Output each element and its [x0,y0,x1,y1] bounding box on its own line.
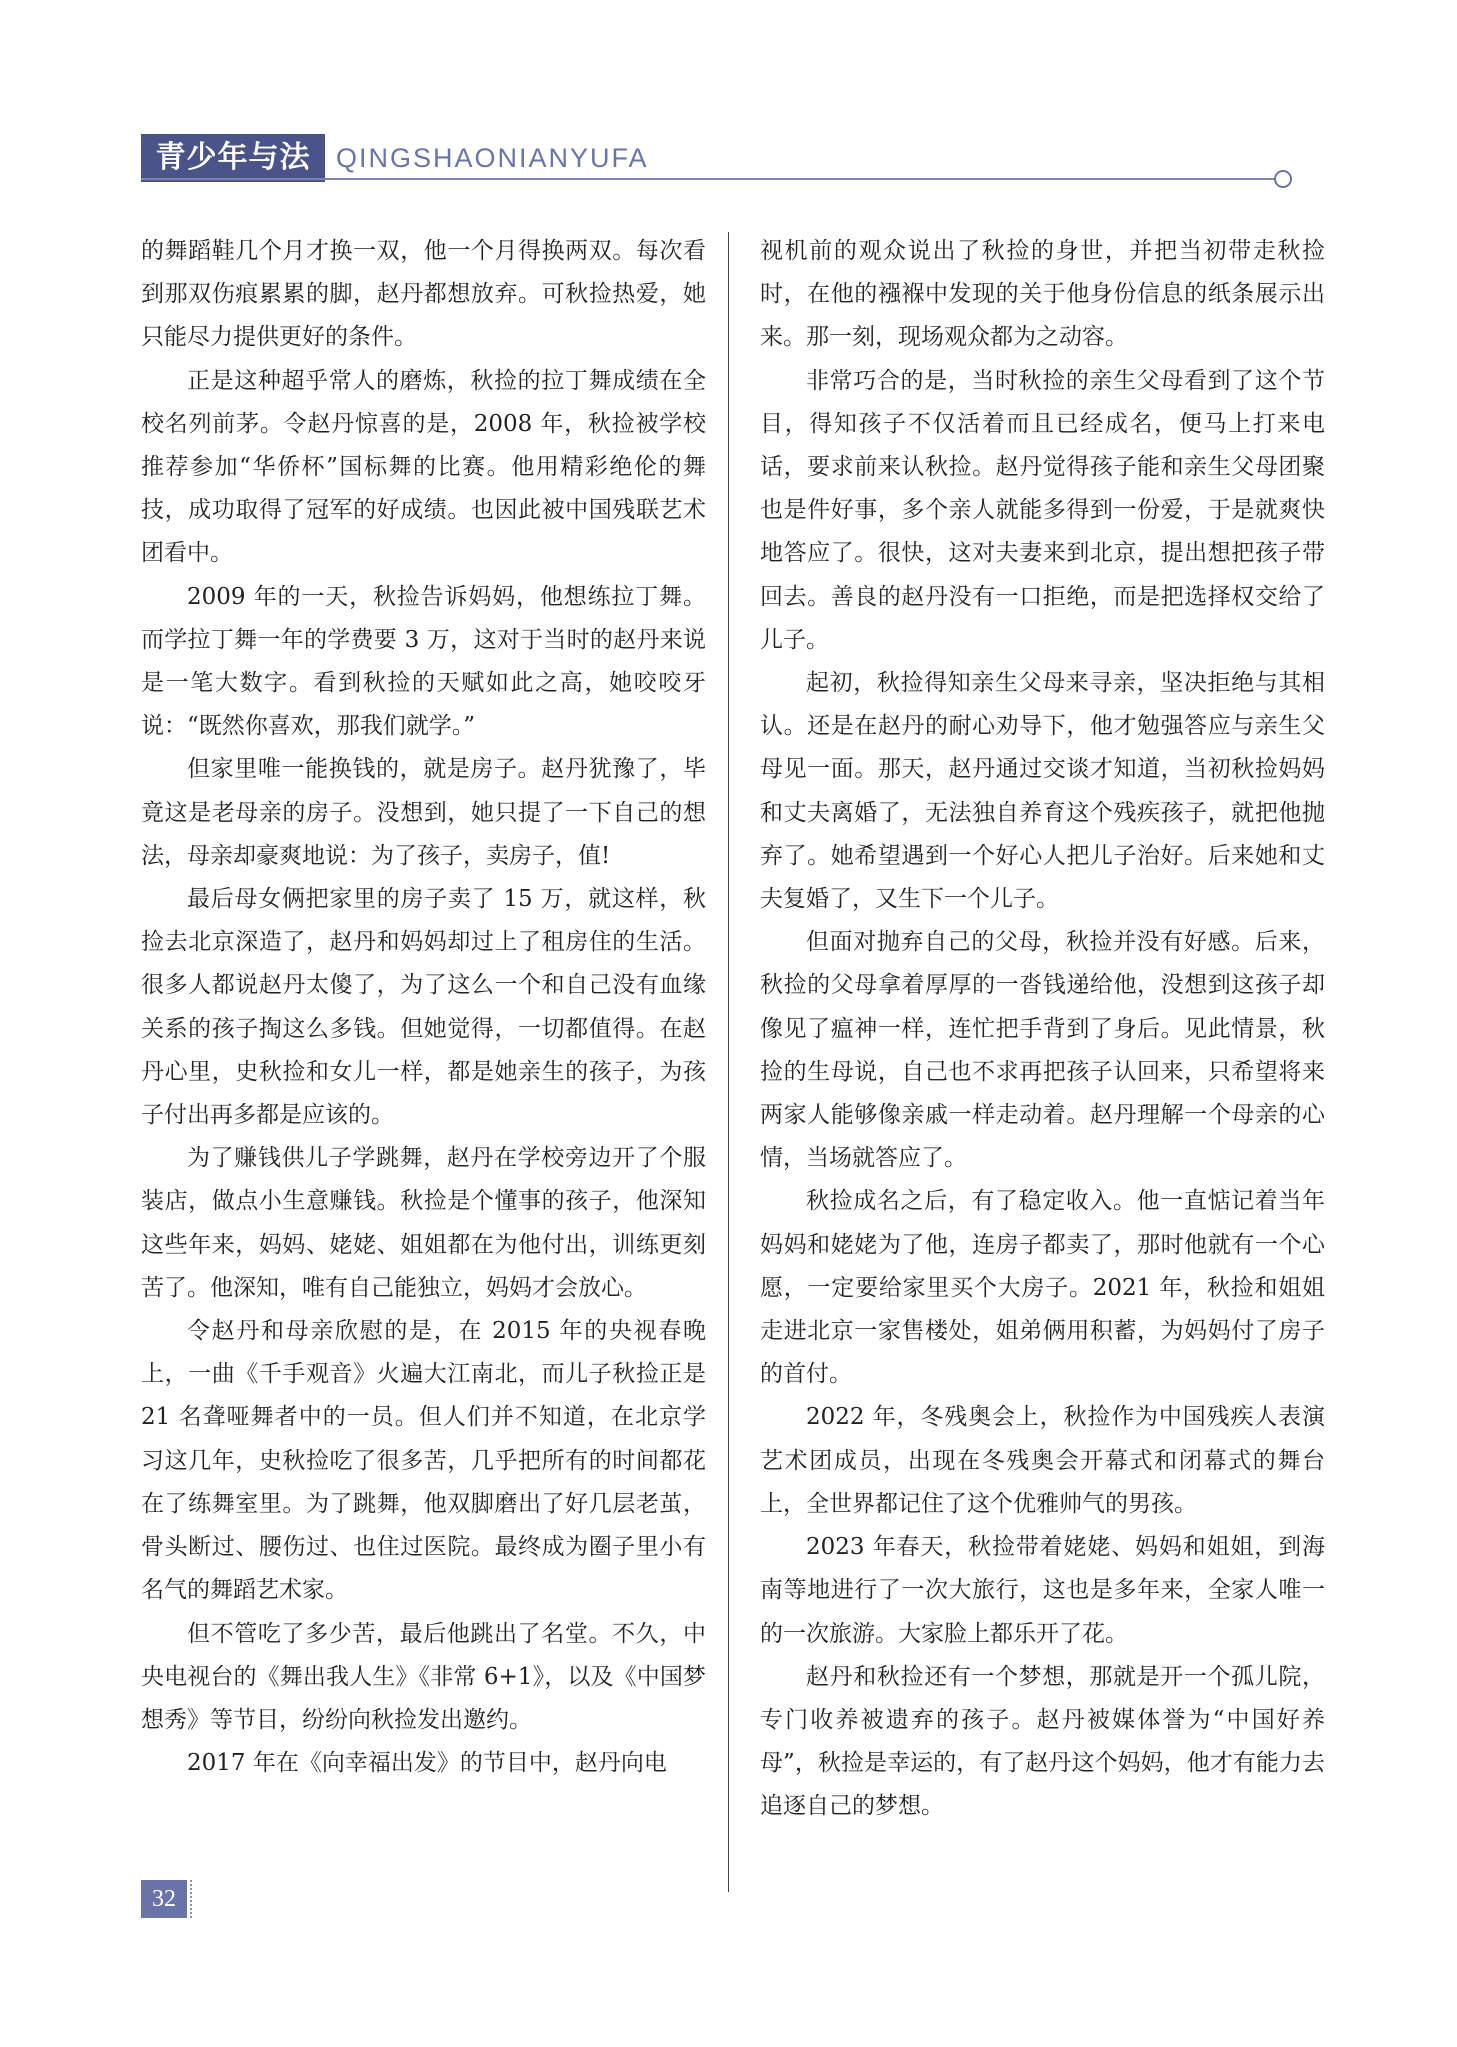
paragraph: 令赵丹和母亲欣慰的是，在 2015 年的央视春晚上，一曲《千手观音》火遍大江南北，而儿子秋捡正是 21 名聋哑舞者中的一员。但人们并不知道，在北京学习这几年，史秋捡吃了很多苦，几乎把所有的时间都花在了练舞室里。为了跳舞，他双脚磨出了好几层老茧，骨头断过、腰伤过、也住过医院。最终成为圈子里小有名气的舞蹈艺术家。 [141,1318,706,1604]
page-number-dots [190,1880,194,1918]
paragraph: 秋捡成名之后，有了稳定收入。他一直惦记着当年妈妈和姥姥为了他，连房子都卖了，那时他就有一个心愿，一定要给家里买个大房子。2021 年，秋捡和姐姐走进北京一家售楼处，姐弟俩用积蓄，为妈妈付了房子的首付。 [760,1188,1325,1388]
paragraph: 但家里唯一能换钱的，就是房子。赵丹犹豫了，毕竟这是老母亲的房子。没想到，她只提了一下自己的想法，母亲却豪爽地说：为了孩子，卖房子，值! [141,756,706,869]
magazine-title: 青少年与法 [141,134,325,182]
right-column [760,230,1325,1829]
left-column [141,230,706,1785]
paragraph: 为了赚钱供儿子学跳舞，赵丹在学校旁边开了个服装店，做点小生意赚钱。秋捡是个懂事的孩子，他深知这些年来，妈妈、姥姥、姐姐都在为他付出，训练更刻苦了。他深知，唯有自己能独立，妈妈才会放心。 [141,1145,706,1301]
paragraph: 2017 年在《向幸福出发》的节目中，赵丹向电 [187,1750,667,1777]
paragraph: 2009 年的一天，秋捡告诉妈妈，他想练拉丁舞。而学拉丁舞一年的学费要 3 万，这对于当时的赵丹来说是一笔大数字。看到秋捡的天赋如此之高，她咬咬牙说：“既然你喜欢，那我们就学。” [141,583,706,740]
paragraph: 2023 年春天，秋捡带着姥姥、妈妈和姐姐，到海南等地进行了一次大旅行，这也是多年来，全家人唯一的一次旅游。大家脸上都乐开了花。 [760,1534,1325,1647]
magazine-title-latin: QINGSHAONIANYUFA [336,143,649,173]
header-rule [141,178,1276,180]
header-rule-end-circle [1274,170,1292,188]
paragraph: 正是这种超乎常人的磨炼，秋捡的拉丁舞成绩在全校名列前茅。令赵丹惊喜的是，2008 年，秋捡被学校推荐参加“华侨杯”国标舞的比赛。他用精彩绝伦的舞技，成功取得了冠军的好成绩。也因此被中国残联艺术团看中。 [141,367,706,567]
paragraph: 赵丹和秋捡还有一个梦想，那就是开一个孤儿院，专门收养被遗弃的孩子。赵丹被媒体誉为“中国好养母”，秋捡是幸运的，有了赵丹这个妈妈，他才有能力去追逐自己的梦想。 [760,1663,1325,1820]
paragraph: 但面对抛弃自己的父母，秋捡并没有好感。后来，秋捡的父母拿着厚厚的一沓钱递给他，没想到这孩子却像见了瘟神一样，连忙把手背到了身后。见此情景，秋捡的生母说，自己也不求再把孩子认回来，只希望将来两家人能够像亲戚一样走动着。赵丹理解一个母亲的心情，当场就答应了。 [760,929,1325,1172]
paragraph: 视机前的观众说出了秋捡的身世，并把当初带走秋捡时，在他的襁褓中发现的关于他身份信息的纸条展示出来。那一刻，现场观众都为之动容。 [760,238,1325,351]
paragraph: 的舞蹈鞋几个月才换一双，他一个月得换两双。每次看到那双伤痕累累的脚，赵丹都想放弃。可秋捡热爱，她只能尽力提供更好的条件。 [141,238,706,351]
paragraph: 起初，秋捡得知亲生父母来寻亲，坚决拒绝与其相认。还是在赵丹的耐心劝导下，他才勉强答应与亲生父母见一面。那天，赵丹通过交谈才知道，当初秋捡妈妈和丈夫离婚了，无法独自养育这个残疾孩子，就把他抛弃了。她希望遇到一个好心人把儿子治好。后来她和丈夫复婚了，又生下一个儿子。 [760,670,1325,913]
paragraph: 但不管吃了多少苦，最后他跳出了名堂。不久，中央电视台的《舞出我人生》《非常 6+1》，以及《中国梦想秀》等节目，纷纷向秋捡发出邀约。 [141,1620,706,1733]
column-divider [728,232,729,1892]
paragraph: 最后母女俩把家里的房子卖了 15 万，就这样，秋捡去北京深造了，赵丹和妈妈却过上了租房住的生活。很多人都说赵丹太傻了，为了这么一个和自己没有血缘关系的孩子掏这么多钱。但她觉得，一切都值得。在赵丹心里，史秋捡和女儿一样，都是她亲生的孩子，为孩子付出再多都是应该的。 [141,886,706,1129]
page-number: 32 [141,1880,187,1918]
paragraph: 2022 年，冬残奥会上，秋捡作为中国残疾人表演艺术团成员，出现在冬残奥会开幕式和闭幕式的舞台上，全世界都记住了这个优雅帅气的男孩。 [760,1404,1325,1517]
paragraph: 非常巧合的是，当时秋捡的亲生父母看到了这个节目，得知孩子不仅活着而且已经成名，便马上打来电话，要求前来认秋捡。赵丹觉得孩子能和亲生父母团聚也是件好事，多个亲人就能多得到一份爱，于是就爽快地答应了。很快，这对夫妻来到北京，提出想把孩子带回去。善良的赵丹没有一口拒绝，而是把选择权交给了儿子。 [760,367,1325,653]
